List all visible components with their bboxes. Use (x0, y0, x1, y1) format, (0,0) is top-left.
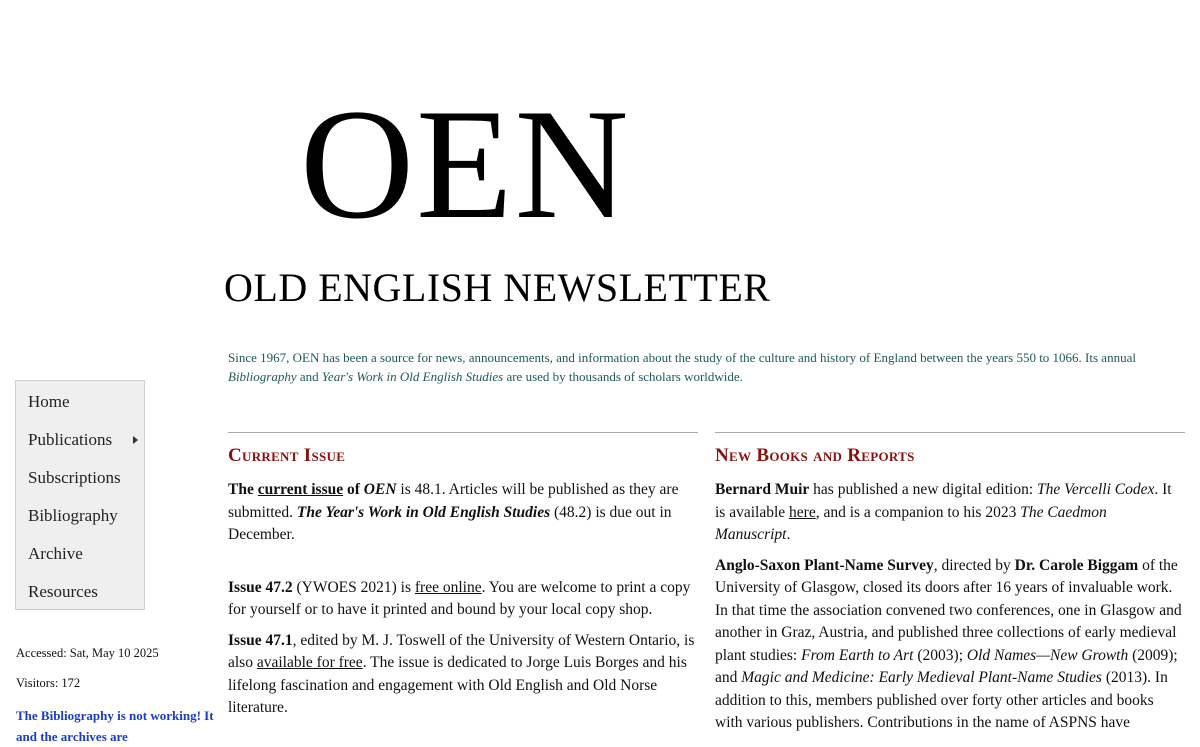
current-issue-link[interactable]: current issue (257, 481, 344, 498)
nav-home[interactable]: Home (28, 392, 70, 411)
muir-text-4: . (786, 526, 791, 543)
current-issue-section (228, 432, 698, 728)
new-books-section (715, 432, 1185, 743)
i472-text-1: (YWOES 2021) is (292, 578, 415, 596)
ci-bold-1: The (228, 481, 258, 498)
issue-47-1-paragraph (228, 630, 698, 720)
visitor-count: Visitors: 172 (16, 676, 81, 690)
vercelli-title: The Vercelli Codex (1037, 481, 1155, 498)
i471-text-1: , edited by M. J. Toswell of the University of Western Ontario, is also (228, 631, 695, 671)
nav-subscriptions[interactable]: Subscriptions (28, 468, 121, 487)
pn-text-2: of the University of Glasgow, closed its doors after 16 years of invaluable work. In that time the association convened two conferences, one in Glasgow and another in Graz, Austria, and published three collections of early medieval plant studies: (715, 556, 1182, 664)
site-subtitle: OLD ENGLISH NEWSLETTER (224, 265, 771, 310)
accessed-date: Accessed: Sat, May 10 2025 (16, 646, 159, 660)
free-online-link[interactable]: free online (414, 578, 482, 596)
caedmon-title: The Caedmon Manuscript (715, 503, 1107, 543)
earth-to-art-title: From Earth to Art (801, 646, 914, 664)
old-names-title: Old Names—New Growth (966, 646, 1129, 664)
biggam-name: Dr. Carole Biggam (1014, 556, 1139, 574)
bibliography-notice: The Bibliography is not working! It and the archives are (16, 708, 214, 744)
current-issue-paragraph (228, 479, 698, 547)
magic-medicine-title: Magic and Medicine: Early Medieval Plant-Name Studies (741, 669, 1102, 686)
ci-oen: OEN (363, 481, 397, 498)
muir-name: Bernard Muir (715, 481, 810, 498)
here-link[interactable]: here (789, 503, 816, 521)
nav-publications[interactable] (16, 421, 144, 459)
ci-text-2: (48.2) is due out in December. (228, 503, 672, 543)
site-tagline (228, 348, 1178, 386)
tagline-text-2: and (296, 369, 322, 384)
nav-archive[interactable]: Archive (28, 544, 83, 563)
nav-bibliography[interactable]: Bibliography (28, 506, 118, 525)
ci-text-1: is 48.1. Articles will be published as they are submitted. (228, 481, 679, 521)
tagline-ywoes: Year's Work in Old English Studies (321, 369, 504, 384)
main-nav (15, 380, 145, 610)
submenu-arrow-icon (133, 436, 138, 444)
pn-text-3: (2003); (913, 646, 967, 664)
current-issue-heading: Current Issue (228, 445, 346, 466)
nav-resources[interactable]: Resources (28, 582, 98, 601)
muir-text-3: , and is a companion to his 2023 (815, 503, 1021, 521)
available-for-free-link[interactable]: available for free (256, 654, 363, 671)
muir-paragraph (715, 479, 1185, 547)
muir-text-1: has published a new digital edition: (809, 481, 1038, 498)
pn-text-4: (2009); and (715, 646, 1178, 686)
issue-47-2-label: Issue 47.2 (228, 578, 293, 596)
tagline-bibliography: Bibliography (228, 369, 297, 384)
muir-text-2: . It is available (715, 481, 1172, 521)
ci-ywoes-title: The Year's Work in Old English Studies (296, 503, 551, 521)
tagline-text-1: Since 1967, OEN has been a source for news, announcements, and information about the study of the culture and history of England between the years 550 to 1066. Its annual (228, 350, 1136, 365)
new-books-heading: New Books and Reports (715, 445, 915, 466)
i472-text-2: . You are welcome to print a copy for yourself or to have it printed and bound by your local copy shop. (228, 578, 691, 618)
site-logo: OEN (300, 77, 631, 252)
plant-name-paragraph (715, 555, 1185, 735)
ci-bold-2: of (343, 481, 364, 498)
pn-text-5: (2013). In addition to this, members published over forty other articles and books with various publishers. Contributions in the name of ASPNS have (715, 669, 1168, 731)
aspns-name: Anglo-Saxon Plant-Name Survey (715, 556, 934, 574)
pn-text-1: , directed by (933, 556, 1015, 574)
i471-text-2: . The issue is dedicated to Jorge Luis Borges and his lifelong fascination and engagement with Old English and Old Norse literature. (228, 654, 687, 716)
tagline-text-3: are used by thousands of scholars worldwide. (503, 369, 743, 384)
issue-47-1-label: Issue 47.1 (228, 631, 293, 649)
nav-publications-label: Publications (28, 430, 113, 449)
issue-47-2-paragraph (228, 577, 698, 622)
